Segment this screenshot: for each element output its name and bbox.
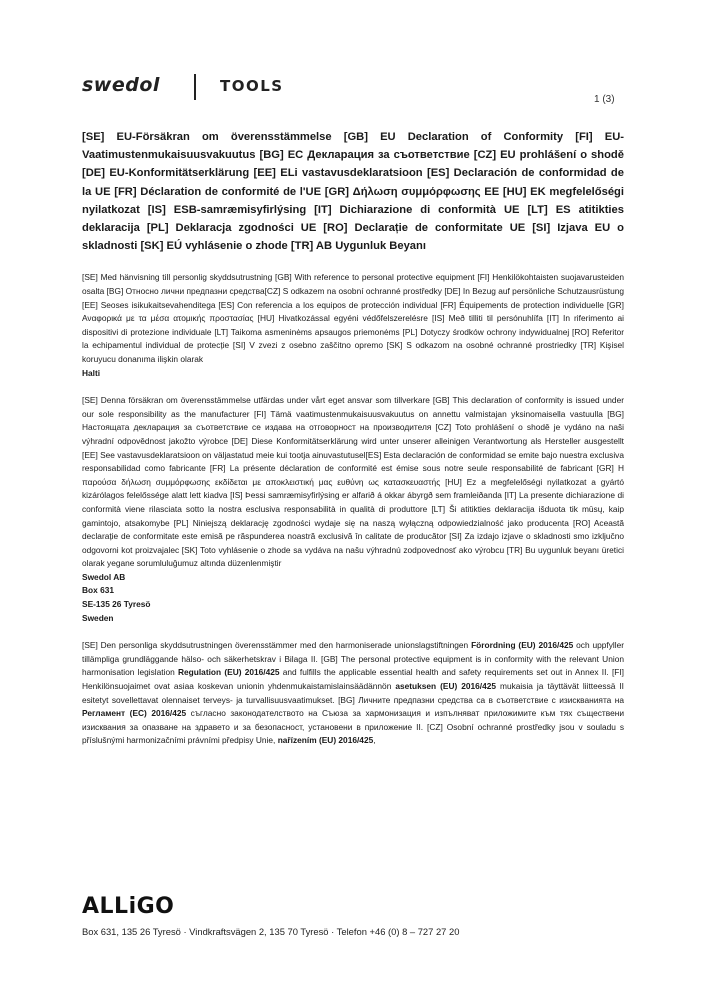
- product-name: Halti: [82, 367, 101, 378]
- company-postal: SE-135 26 Tyresö: [82, 599, 151, 610]
- conformity-paragraph: [SE] Den personliga skyddsutrustningen överensstämmer med den harmoniserade unionslagstiftningen Förordning (EU) 2016/425 och uppfyller tillämpliga grundläggande hälso- och säkerhetskrav i Bilaga II. [GB] The personal protective equipment is in conformity with the relevant Union harmonisation legislation Regulation (EU) 2016/425 and fulfills the applicable essential health and safety requirements set out in Annex II. [FI] Henkilönsuojaimet ovat asiaa koskevan unionin yhdenmukaistamislainsäädännön asetuksen (EU) 2016/425 mukaisia ja täyttävät liitteessä II esitetyt sovellettavat olennaiset terveys- ja turvallisuusvaatimukset. [BG] Личните предпазни средства са в съответствие с изискванията на Регламент (ЕС) 2016/425 съгласно законодателството на Съюза за хармонизация и изпълняват приложимите към тях съществени изисквания за опазване на здравето и за безопасност, установени в приложение II. [CZ] Osobní ochranné prostředky jsou v souladu s příslušnými harmonizačními právními předpisy Unie, nařízením (EU) 2016/425,: [82, 640, 625, 746]
- company-name: Swedol AB: [82, 571, 126, 582]
- header-divider: [194, 74, 196, 100]
- alligo-logo: ALLiGO: [82, 894, 175, 919]
- swedol-logo: swedol: [82, 74, 160, 96]
- declaration-title: [SE] EU-Försäkran om överensstämmelse [GB] EU Declaration of Conformity [FI] EU-Vaatimustenmukaisuusvakuutus [BG] ЕС Декларация за съответствие [CZ] EU prohlášení o shodě [DE] EU-Konformitätserklärung [EE] ELi vastavusdeklaratsioon [ES] Declaración de conformidad de la UE [FR] Déclaration de conformité de l'UE [GR] Δήλωση συμμόρφωσης ΕΕ [HU] EK megfelelőségi nyilatkozat [IS] ESB-samræmisyfirlýsing [IT] Dichiarazione di conformità UE [LT] ES atitikties deklaracija [PL] Deklaracja zgodności UE [RO] Declarație de conformitate UE [SI] Izjava EU o skladnosti [SK] EÚ vyhlásenie o zhode [TR] AB Uygunluk Beyanı: [82, 131, 624, 253]
- responsibility-paragraph: [SE] Denna försäkran om överensstämmelse utfärdas under vårt eget ansvar som tillverkare [GB] This declaration of conformity is issued under our sole responsibility as the manufacturer [FI] Tämä vaatimustenmukaisuusvakuutus on annettu valmistajan yksinomaisella vastuulla [BG] Настоящата декларация за съответствие се издава на отговорност на производителя [CZ] Toto prohlášení o shodě je vydáno na naši výhradní odpovědnost jakožto výrobce [DE] Diese Konformitätserklärung wird unter unserer alleinigen Verantwortung als Hersteller ausgestellt [EE] See vastavusdeklaratsioon on väljastatud meie kui tootja ainuvastutusel[ES] Esta declaración de conformidad se emite bajo nuestra exclusiva responsabilidad como fabricante [FR] La présente déclaration de conformité est émise sous notre seule responsabilité de fabricant [GR] Η παρούσα δήλωση συμμόρφωσης εκδίδεται με αποκλειστική μας ευθύνη ως κατασκευαστής [HU] Ez a megfelelőségi nyilatkozat a gyártó kizárólagos felelőssége alatt lett kiadva [IS] Þessi samræmisyfirlýsing er alfarið á okkar ábyrgð sem framleiðanda [IT] La presente dichiarazione di conformità viene rilasciata sotto la nostra esclusiva responsabilità in qualità di produttore [LT] Ši atitikties deklaracija išduota tik mūsų, kaip gamintojo, atsakomybe [PL] Niniejszą deklarację zgodności wydaje się na naszą wyłączną odpowiedzialność jako producenta [RO] Această declarație de conformitate este emisă pe răspunderea noastră exclusivă în calitate de producător [SI] Za izdajo izjave o skladnosti smo izključno odgovorni kot proizvajalec [SK] Toto vyhlásenie o zhode sa vydáva na našu výhradnú zodpovednosť ako výrobcu [TR] Bu uygunluk beyanı üretici olarak yegane sorumluluğumuz altında düzenlenmiştir: [82, 395, 624, 569]
- document-body: [82, 128, 624, 748]
- company-country: Sweden: [82, 612, 114, 623]
- page-number: 1 (3): [594, 94, 615, 105]
- ppe-reference-paragraph: [SE] Med hänvisning till personlig skyddsutrustning [GB] With reference to personal protective equipment [FI] Henkilökohtaisten suojavarusteiden osalta [BG] Относно лични предпазни средства[CZ] S odkazem na osobní ochranné prostředky [DE] In Bezug auf persönliche Schutzausrüstung [EE] Seoses isikukaitsevahenditega [ES] Con referencia a los equipos de protección individual [FR] Équipements de protection individuelle [GR] Αναφορικά με τα μέσα ατομικής προστασίας [HU] Hivatkozással egyéni védőfelszerelésre [IS] Með tilliti til persónuhlífa [IT] In riferimento ai dispositivi di protezione individuale [LT] Taikoma asmeninėms apsaugos priemonėms [PL] Dotyczy środków ochrony indywidualnej [RO] Referitor la echipamentul individual de protecție [SI] V zvezi z osebno zaščitno opremo [SK] S odkazom na osobné ochranné prostriedky [TR] Kişisel koruyucu donanıma ilişkin olarak: [82, 272, 624, 364]
- page-header: [82, 70, 642, 110]
- footer-address: Box 631, 135 26 Tyresö · Vindkraftsvägen 2, 135 70 Tyresö · Telefon +46 (0) 8 – 727 27 20: [82, 926, 460, 937]
- tools-label: TOOLS: [220, 77, 284, 95]
- company-box: Box 631: [82, 585, 115, 596]
